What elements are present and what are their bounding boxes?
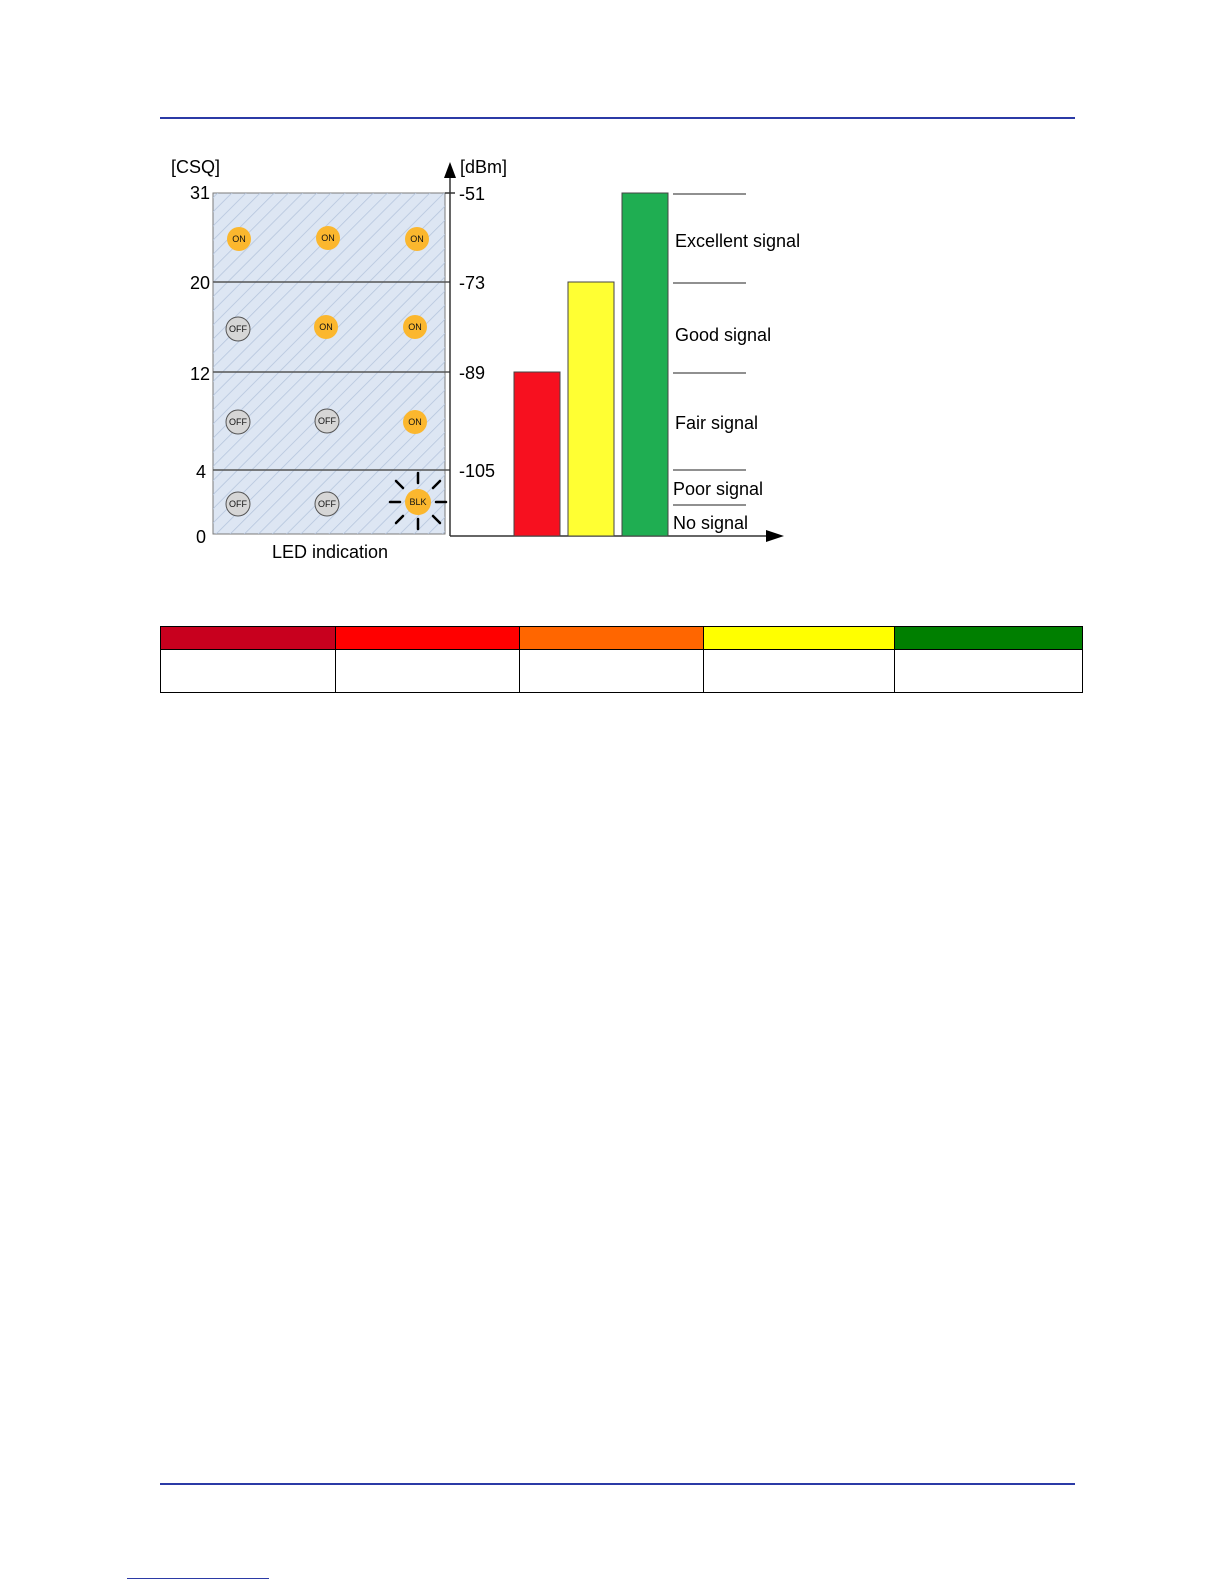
csq-tick: 0: [195, 527, 206, 547]
signal-bar-excellent: [622, 193, 668, 536]
footer-link-underline: [127, 1578, 269, 1579]
dbm-tick: -51: [459, 184, 486, 204]
csq-axis-title: [CSQ]: [171, 157, 221, 177]
band-label-fair: Fair signal: [675, 413, 759, 433]
svg-text:OFF: OFF: [318, 416, 336, 426]
svg-text:ON: ON: [321, 233, 335, 243]
table-cell: [704, 650, 895, 693]
table-cell: [520, 650, 704, 693]
svg-text:ON: ON: [319, 322, 333, 332]
csq-tick: 20: [189, 273, 210, 293]
led-off: [226, 492, 250, 516]
csq-tick: 4: [195, 462, 206, 482]
color-scale-table: [160, 626, 1083, 693]
csq-tick: 12: [189, 364, 210, 384]
csq-tick: 31: [189, 183, 210, 203]
band-label-poor: Poor signal: [673, 479, 764, 499]
led-on: [403, 315, 427, 339]
band-label-none: No signal: [673, 513, 749, 533]
color-swatch-dark-red: [161, 627, 336, 650]
led-off: [226, 410, 250, 434]
svg-text:ON: ON: [408, 322, 422, 332]
svg-text:BLK: BLK: [409, 497, 427, 507]
color-swatch-yellow: [704, 627, 895, 650]
signal-bar-fair: [514, 372, 560, 536]
band-label-excellent: Excellent signal: [675, 231, 801, 251]
led-caption: LED indication: [271, 542, 389, 562]
dbm-tick: -73: [459, 273, 486, 293]
led-off: [315, 409, 339, 433]
band-label-good: Good signal: [675, 325, 772, 345]
color-swatch-orange: [520, 627, 704, 650]
svg-text:OFF: OFF: [318, 499, 336, 509]
footer-rule: [160, 1483, 1075, 1485]
svg-text:ON: ON: [408, 417, 422, 427]
dbm-tick: -105: [459, 461, 496, 481]
led-on: [403, 410, 427, 434]
color-swatch-green: [895, 627, 1083, 650]
led-on: [316, 226, 340, 250]
svg-text:OFF: OFF: [229, 499, 247, 509]
table-cell: [161, 650, 336, 693]
svg-text:ON: ON: [410, 234, 424, 244]
led-on: [314, 315, 338, 339]
signal-bar-good: [568, 282, 614, 536]
dbm-axis-arrow: [444, 162, 456, 178]
led-on: [227, 227, 251, 251]
color-swatch-red: [336, 627, 520, 650]
table-cell: [336, 650, 520, 693]
svg-text:ON: ON: [232, 234, 246, 244]
signal-strength-diagram: [0, 0, 1225, 580]
led-on: [405, 227, 429, 251]
led-off: [226, 317, 250, 341]
svg-text:OFF: OFF: [229, 324, 247, 334]
led-off: [315, 492, 339, 516]
svg-text:OFF: OFF: [229, 417, 247, 427]
dbm-tick: -89: [459, 363, 486, 383]
x-axis-arrow: [766, 530, 784, 542]
dbm-axis-title: [dBm]: [460, 157, 508, 177]
table-cell: [895, 650, 1083, 693]
